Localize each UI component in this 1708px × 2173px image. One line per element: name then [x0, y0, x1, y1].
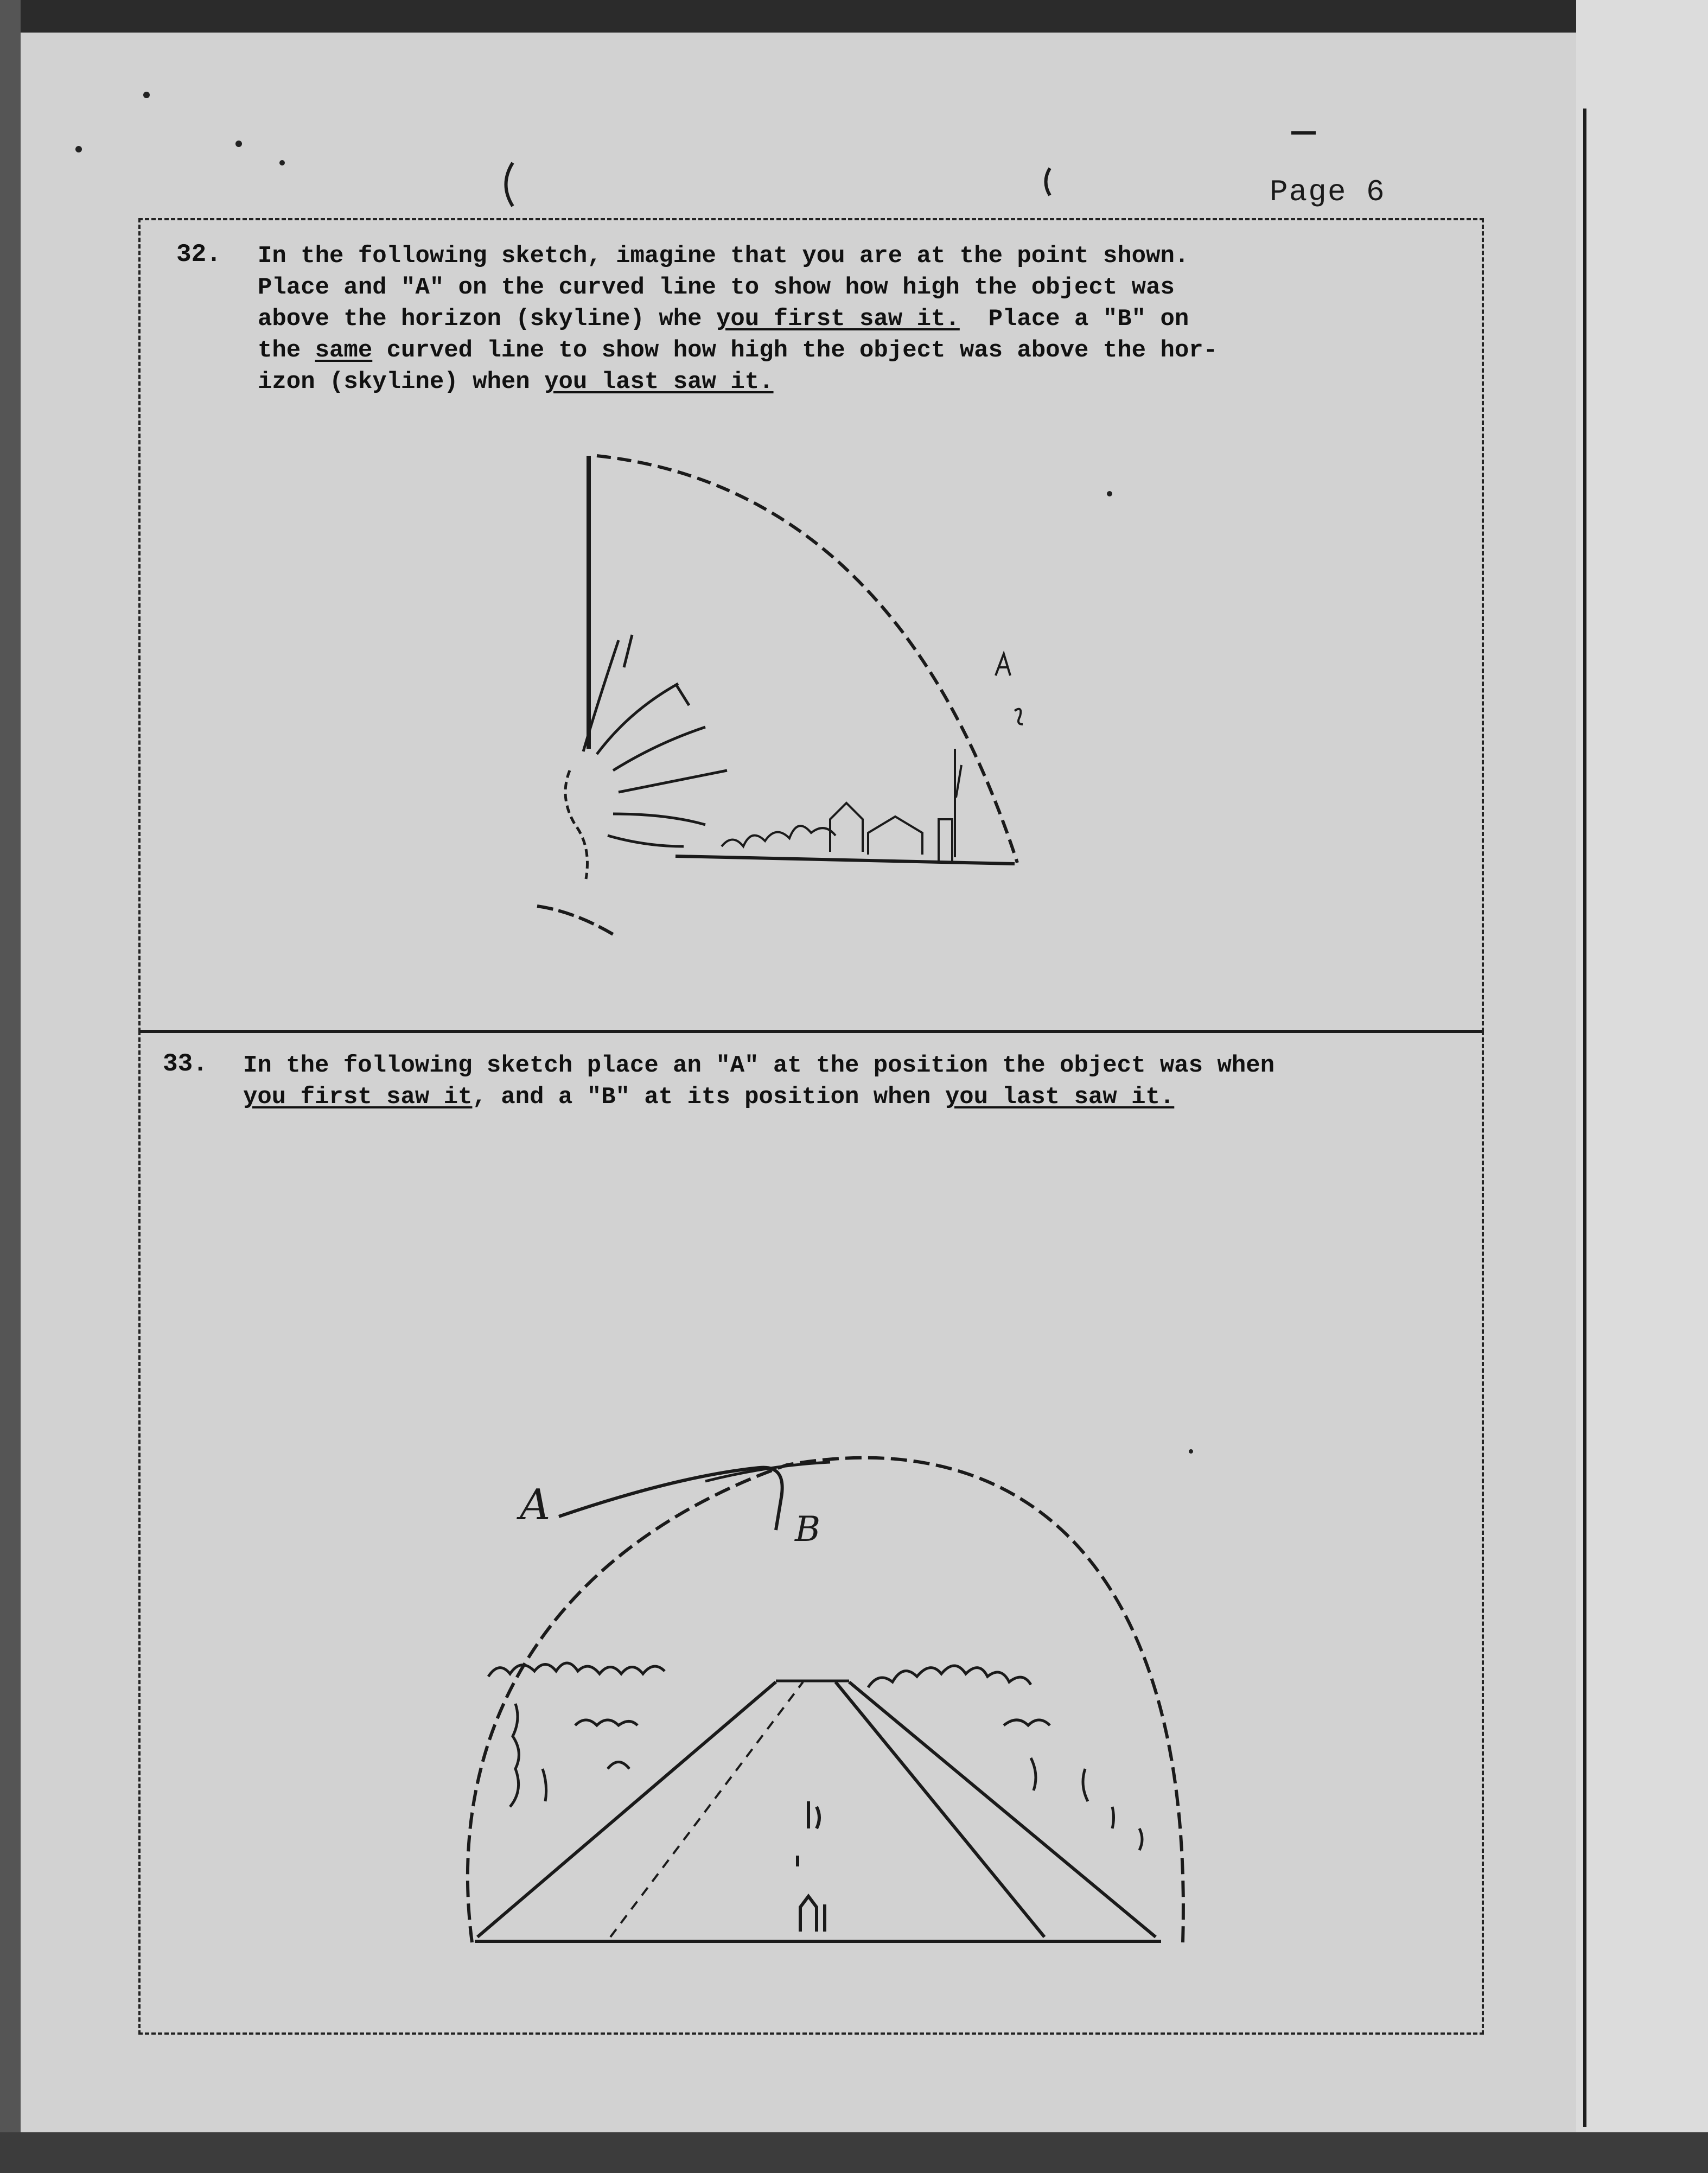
question-32-number: 32. — [176, 240, 221, 269]
q32-line-4a: the — [258, 337, 315, 364]
q33-line-2-underlined-1: you first saw it — [243, 1084, 473, 1111]
horizon-line — [675, 856, 1015, 864]
question-33-number: 33. — [163, 1050, 208, 1078]
q33-line-1: In the following sketch place an "A" at the position the object was when — [243, 1052, 1275, 1079]
scan-specks — [75, 92, 1193, 1454]
q32-line-4-underlined: same — [315, 337, 373, 364]
sketch-32-elevation-diagram — [537, 456, 1023, 936]
treeline-right — [868, 1666, 1142, 1850]
q32-line-4b: curved line to show how high the object was above the hor- — [372, 337, 1218, 364]
handwritten-trajectory-line — [559, 1468, 782, 1530]
q33-line-2-underlined-2: you last saw it. — [945, 1084, 1175, 1111]
page-number: Page 6 — [1270, 175, 1386, 209]
handwritten-b-label: B — [795, 1509, 821, 1550]
handwritten-b-mark-32 — [1015, 709, 1023, 724]
skyline-silhouette — [722, 749, 961, 863]
q32-line-1: In the following sketch, imagine that you are at the point shown. — [258, 243, 1189, 270]
figure-on-road — [798, 1801, 825, 1932]
sketch-33-sky-dome-diagram — [468, 1458, 1183, 1942]
top-margin-marks — [506, 133, 1316, 206]
q32-line-5-underlined: you last saw it. — [544, 368, 774, 396]
q32-line-3b: Place a "B" on — [959, 305, 1189, 333]
q32-line-5a: izon (skyline) when — [258, 368, 545, 396]
handwritten-a-mark-32 — [996, 654, 1010, 676]
observer-sketch — [537, 635, 727, 936]
q32-line-3-underlined: you first saw it. — [716, 305, 960, 333]
q32-line-2: Place and "A" on the curved line to show how high the object was — [258, 274, 1175, 301]
q33-line-2a: , and a "B" at its position when — [472, 1084, 945, 1111]
handwritten-a-label: A — [520, 1481, 551, 1530]
q32-line-3a: above the horizon (skyline) whe — [258, 305, 716, 333]
